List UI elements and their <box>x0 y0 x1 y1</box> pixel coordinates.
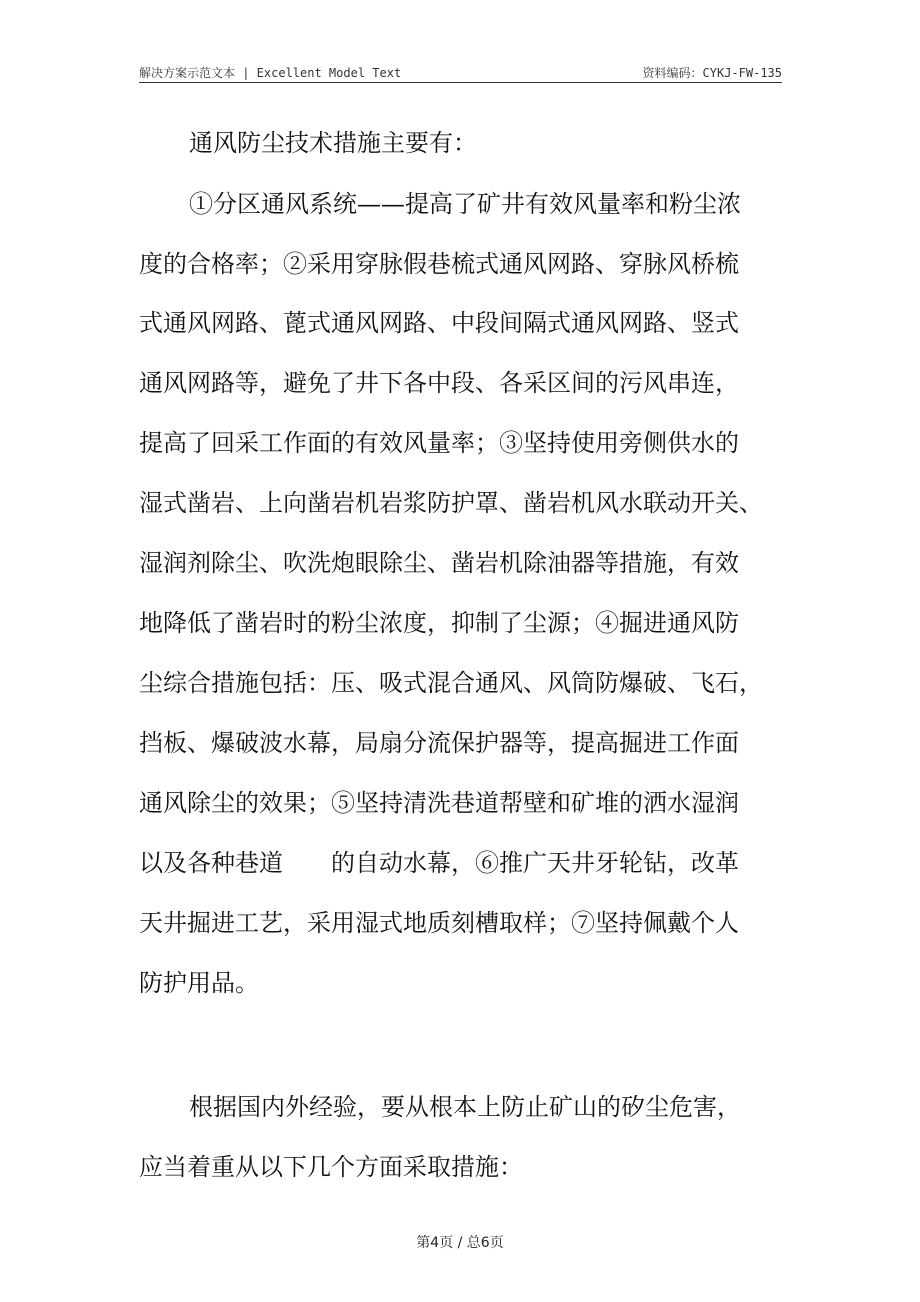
text-line: 通风除尘的效果；⑤坚持清洗巷道帮壁和矿堆的洒水湿润 <box>139 789 739 817</box>
text-line: 提高了回采工作面的有效风量率；③坚持使用旁侧供水的 <box>139 429 739 457</box>
text-segment: 的自动水幕，⑥推广天井牙轮钻，改革 <box>331 849 739 877</box>
text-segment: 以及各种巷道 <box>139 849 283 877</box>
page-number: 第4页 / 总6页 <box>416 1235 504 1251</box>
text-line: 湿式凿岩、上向凿岩机岩浆防护罩、凿岩机风水联动开关、 <box>139 489 763 517</box>
page-header <box>139 62 782 83</box>
text-line: 尘综合措施包括：压、吸式混合通风、风筒防爆破、飞石， <box>139 669 763 697</box>
text-line: 度的合格率；②采用穿脉假巷梳式通风网路、穿脉风桥梳 <box>139 250 739 278</box>
text-line: 应当着重从以下几个方面采取措施： <box>139 1153 523 1181</box>
text-line: 地降低了凿岩时的粉尘浓度，抑制了尘源；④掘进通风防 <box>139 609 739 637</box>
header-title: 解决方案示范文本 | Excellent Model Text <box>139 66 402 80</box>
text-line: 挡板、爆破波水幕，局扇分流保护器等，提高掘进工作面 <box>139 729 739 757</box>
header-doc-code: 资料编码：CYKJ-FW-135 <box>642 66 782 80</box>
text-line: 根据国内外经验，要从根本上防止矿山的矽尘危害， <box>189 1093 741 1121</box>
paragraph-heading: 通风防尘技术措施主要有： <box>189 129 477 157</box>
text-line: 湿润剂除尘、吹洗炮眼除尘、凿岩机除油器等措施，有效 <box>139 549 739 577</box>
text-line: ①分区通风系统——提高了矿井有效风量率和粉尘浓 <box>189 190 741 218</box>
text-line: 防护用品。 <box>139 969 259 997</box>
text-line: 式通风网路、蓖式通风网路、中段间隔式通风网路、竖式 <box>139 309 739 337</box>
text-line <box>139 848 739 878</box>
text-line: 天井掘进工艺，采用湿式地质刻槽取样；⑦坚持佩戴个人 <box>139 909 739 937</box>
text-line: 通风网路等，避免了井下各中段、各采区间的污风串连， <box>139 369 739 397</box>
